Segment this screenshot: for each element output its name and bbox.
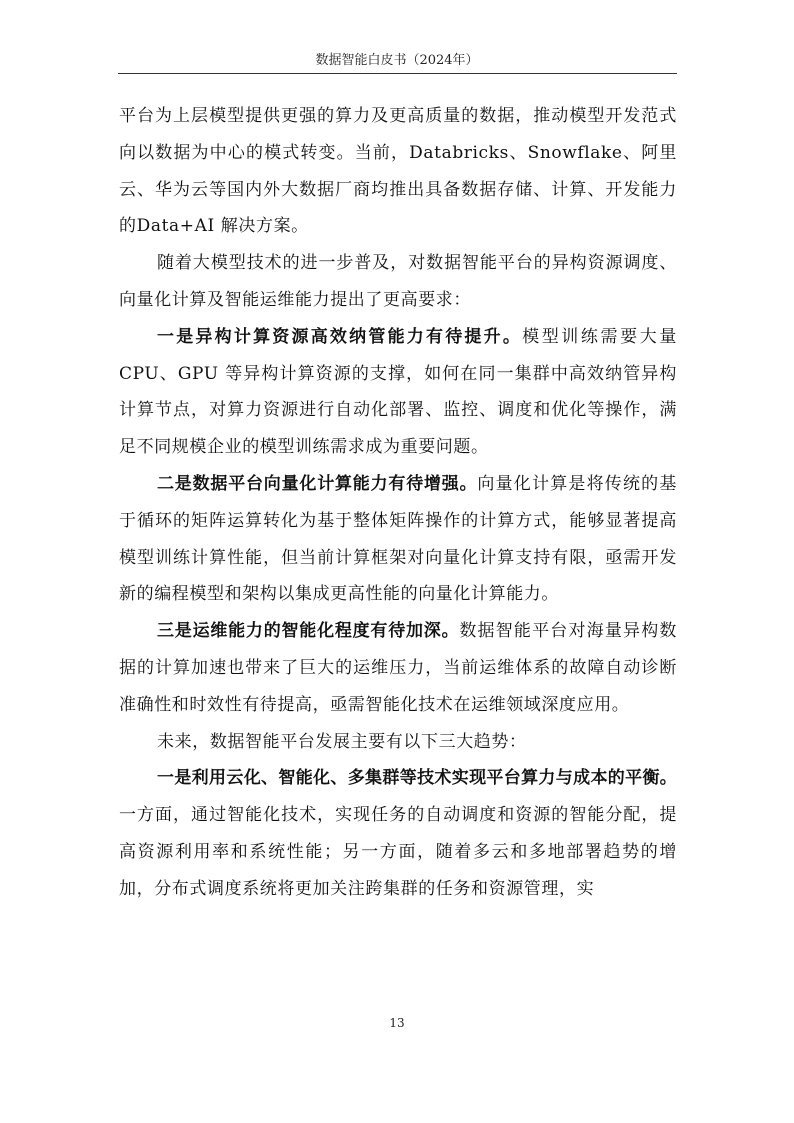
paragraph-text: 数据智能平台对海量异构数据的计算加速也带来了巨大的运维压力，当前运维体系的故障自动诊断准确性和时效性有待提高，亟需智能化技术在运维领域深度应用。 [119,621,677,715]
paragraph-point-one [119,319,677,466]
paragraph-lead: 三是运维能力的智能化程度有待加深。 [157,621,460,642]
paragraph-lead: 二是数据平台向量化计算能力有待增强。 [157,473,478,494]
paragraph-continuation [119,98,677,245]
body-text [119,98,677,908]
paragraph-text: 模型训练需要大量CPU、GPU 等异构计算资源的支撑，如何在同一集群中高效纳管异构计算节点，对算力资源进行自动化部署、监控、调度和优化等操作，满足不同规模企业的模型训练需求成为重要问题。 [119,326,677,458]
paragraph-lead: 一是异构计算资源高效纳管能力有待提升。 [157,326,523,347]
paragraph-point-two [119,466,677,613]
paragraph-point-three [119,613,677,723]
paragraph-lead: 一是利用云化、智能化、多集群等技术实现平台算力与成本的平衡。 [157,768,677,789]
running-header: 数据智能白皮书（2024年） [315,53,479,68]
page-number: 13 [389,1016,405,1030]
paragraph-text: 向量化计算是将传统的基于循环的矩阵运算转化为基于整体矩阵操作的计算方式，能够显著提高模型训练计算性能，但当前计算框架对向量化计算支持有限，亟需开发新的编程模型和架构以集成更高性能的向量化计算能力。 [119,473,677,605]
paragraph-text: 随着大模型技术的进一步普及，对数据智能平台的异构资源调度、向量化计算及智能运维能力提出了更高要求： [119,253,677,310]
paragraph-requirements-intro [119,245,677,319]
paragraph-trend-one [119,760,677,907]
paragraph-text: 一方面，通过智能化技术，实现任务的自动调度和资源的智能分配，提高资源利用率和系统性能；另一方面，随着多云和多地部署趋势的增加，分布式调度系统将更加关注跨集群的任务和资源管理，实 [119,805,677,899]
paragraph-trends-intro [119,724,677,761]
paragraph-text: 平台为上层模型提供更强的算力及更高质量的数据，推动模型开发范式向以数据为中心的模式转变。当前，Databricks、Snowflake、阿里云、华为云等国内外大数据厂商均推出具备数据存储、计算、开发能力的Data+AI 解决方案。 [119,106,677,237]
header-divider [118,73,677,74]
paragraph-text: 未来，数据智能平台发展主要有以下三大趋势： [157,731,527,752]
